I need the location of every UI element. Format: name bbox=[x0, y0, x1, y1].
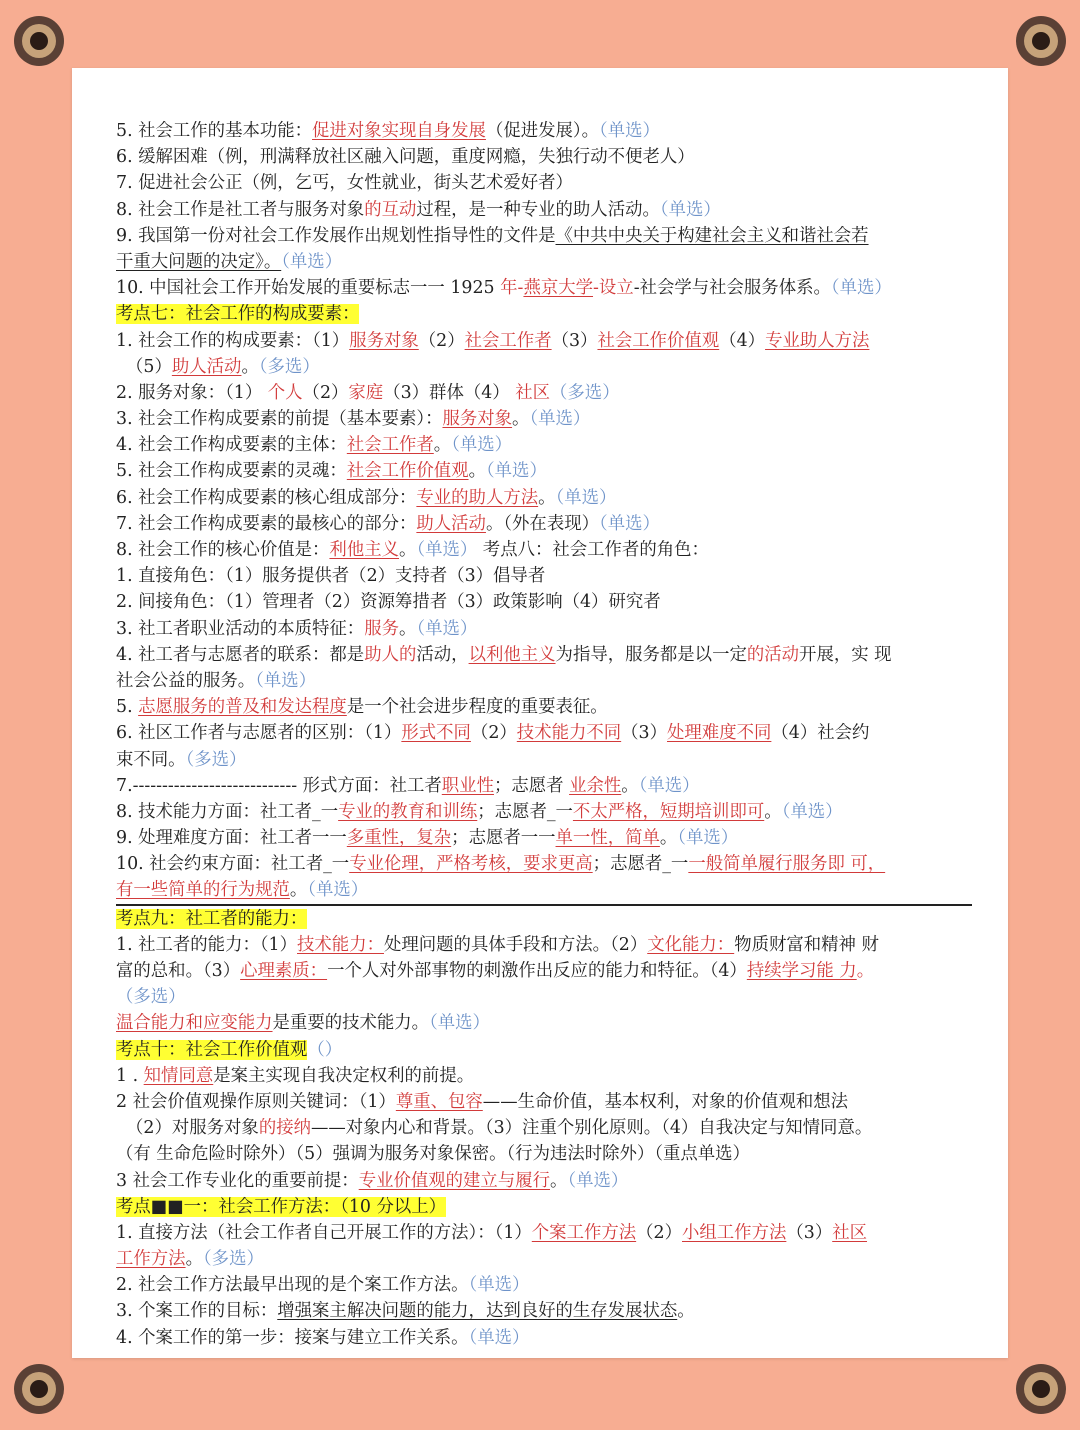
line-2: 6. 缓解困难（例，刑满释放社区融入问题，重度网瘾，失独行动不便老人） bbox=[116, 147, 695, 168]
notes-content bbox=[116, 118, 972, 1351]
line-35: 温合能力和应变能力是重要的技术能力。（单选） bbox=[116, 1013, 490, 1034]
line-23: 5. 志愿服务的普及和发达程度是一个社会进步程度的重要表征。 bbox=[116, 697, 608, 718]
line-34: （多选） bbox=[116, 987, 186, 1008]
line-38: 2 社会价值观操作原则关键词：（1）尊重、包容——生命价值，基本权利，对象的价值观和想法 bbox=[116, 1091, 849, 1112]
line-25: 束不同。（多选） bbox=[116, 749, 247, 770]
line-13: 4. 社会工作构成要素的主体：社会工作者。（单选） bbox=[116, 435, 513, 456]
heading-point-7: 考点七：社会工作的构成要素： bbox=[116, 304, 360, 325]
line-15: 6. 社会工作构成要素的核心组成部分：专业的助人方法。（单选） bbox=[116, 487, 617, 508]
line-19: 2. 间接角色：（1）管理者（2）资源筹措者（3）政策影响（4）研究者 bbox=[116, 592, 661, 613]
line-7: 10. 中国社会工作开始发展的重要标志一一 1925 年-燕京大学-设立-社会学与社会服务体系。（单选） bbox=[116, 278, 892, 299]
line-40: （有 生命危险时除外）（5）强调为服务对象保密。（行为违法时除外）（重点单选） bbox=[116, 1144, 750, 1165]
line-1: 5. 社会工作的基本功能：促进对象实现自身发展（促进发展）。（单选） bbox=[116, 121, 660, 141]
line-4: 8. 社会工作是社工者与服务对象的互动过程，是一种专业的助人活动。（单选） bbox=[116, 199, 721, 220]
line-3: 7. 促进社会公正（例，乞丐，女性就业，街头艺术爱好者） bbox=[116, 173, 573, 194]
line-11: 2. 服务对象：（1） 个人（2）家庭（3）群体（4） 社区（多选） bbox=[116, 382, 620, 403]
line-18: 1. 直接角色：（1）服务提供者（2）支持者（3）倡导者 bbox=[116, 566, 546, 587]
line-44: 工作方法。（多选） bbox=[116, 1249, 264, 1270]
line-14: 5. 社会工作构成要素的灵魂：社会工作价值观。（单选） bbox=[116, 461, 547, 482]
line-12: 3. 社会工作构成要素的前提（基本要素）：服务对象。（单选） bbox=[116, 409, 591, 430]
heading-point-10: 考点十：社会工作价值观（） bbox=[116, 1039, 343, 1060]
line-47: 4. 个案工作的第一步：接案与建立工作关系。（单选） bbox=[116, 1327, 530, 1348]
line-22: 社会公益的服务。（单选） bbox=[116, 670, 317, 691]
line-16: 7. 社会工作构成要素的最核心的部分：助人活动。（外在表现）（单选） bbox=[116, 513, 660, 534]
line-21: 4. 社工者与志愿者的联系：都是助人的活动，以利他主义为指导，服务都是以一定的活动开展，实 现 bbox=[116, 644, 892, 665]
line-28: 9. 处理难度方面：社工者一一多重性，复杂；志愿者一一单一性，简单。（单选） bbox=[116, 828, 739, 849]
line-30: 有一些简单的行为规范。（单选） bbox=[116, 877, 972, 905]
grommet-top-right bbox=[1016, 16, 1066, 66]
heading-point-11: 考点■■一：社会工作方法：（10 分以上） bbox=[116, 1196, 447, 1217]
line-27: 8. 技术能力方面：社工者_一专业的教育和训练；志愿者_一不太严格，短期培训即可。（单选） bbox=[116, 801, 843, 822]
line-24: 6. 社区工作者与志愿者的区别：（1）形式不同（2）技术能力不同（3）处理难度不同（4）社会约 bbox=[116, 723, 870, 744]
line-9: 1. 社会工作的构成要素：（1）服务对象（2）社会工作者（3）社会工作价值观（4）专业助人方法 bbox=[116, 330, 870, 351]
line-20: 3. 社工者职业活动的本质特征：服务。（单选） bbox=[116, 618, 478, 639]
line-43: 1. 直接方法（社会工作者自己开展工作的方法）：（1）个案工作方法（2）小组工作方法（3）社区 bbox=[116, 1222, 868, 1243]
line-45: 2. 社会工作方法最早出现的是个案工作方法。（单选） bbox=[116, 1275, 530, 1296]
grommet-top-left bbox=[14, 16, 64, 66]
heading-point-9: 考点九：社工者的能力： bbox=[116, 908, 308, 929]
line-29: 10. 社会约束方面：社工者_一专业伦理，严格考核，要求更高；志愿者_一一般简单履行服务即 可， bbox=[116, 854, 886, 875]
line-6: 干重大问题的决定》。（单选） bbox=[116, 251, 343, 272]
line-41: 3 社会工作专业化的重要前提：专业价值观的建立与履行。（单选） bbox=[116, 1170, 629, 1191]
line-37: 1 . 知情同意是案主实现自我决定权利的前提。 bbox=[116, 1065, 475, 1086]
line-33: 富的总和。（3）心理素质：一个人对外部事物的刺激作出反应的能力和特征。（4）持续学习能 力。 bbox=[116, 961, 875, 981]
line-32: 1. 社工者的能力：（1）技术能力：处理问题的具体手段和方法。（2）文化能力：物质财富和精神 财 bbox=[116, 934, 879, 955]
line-46: 3. 个案工作的目标：增强案主解决问题的能力，达到良好的生存发展状态。 bbox=[116, 1301, 695, 1322]
grommet-bottom-left bbox=[14, 1364, 64, 1414]
line-26: 7.---------------------------- 形式方面：社工者职业性；志愿者 业余性。（单选） bbox=[116, 775, 700, 796]
line-5: 9. 我国第一份对社会工作发展作出规划性指导性的文件是《中共中央关于构建社会主义和谐社会若 bbox=[116, 225, 869, 246]
line-39: （2）对服务对象的接纳——对象内心和背景。（3）注重个别化原则。（4）自我决定与知情同意。 bbox=[126, 1118, 873, 1139]
line-10: （5）助人活动。（多选） bbox=[126, 356, 320, 377]
line-17: 8. 社会工作的核心价值是：利他主义。（单选） 考点八：社会工作者的角色： bbox=[116, 540, 709, 560]
grommet-bottom-right bbox=[1016, 1364, 1066, 1414]
